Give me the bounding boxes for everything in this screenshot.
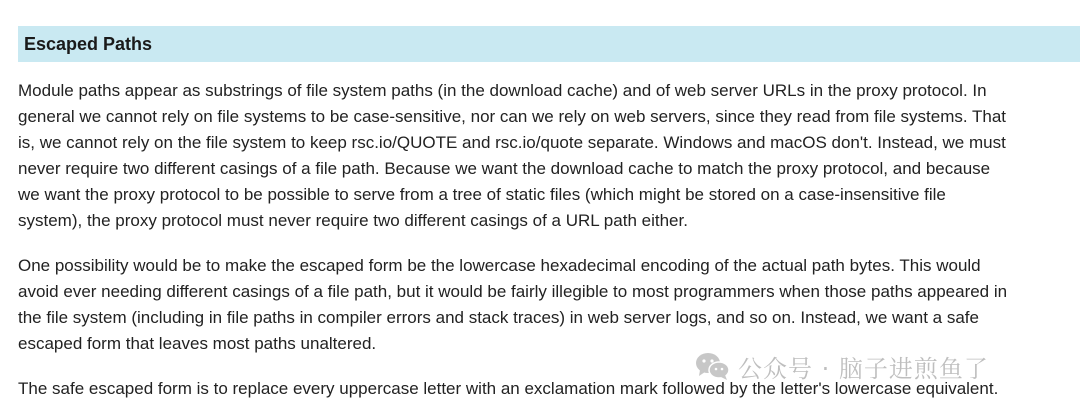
paragraph-case-sensitivity	[18, 78, 1074, 234]
paragraph-line: we want the proxy protocol to be possible to serve from a tree of static files (which might be stored on a case-insensitive file	[18, 185, 946, 204]
paragraph-line: escaped form that leaves most paths unaltered.	[18, 334, 377, 353]
paragraph-line: The safe escaped form is to replace every uppercase letter with an exclamation mark followed by the letter's lowercase equivalent.	[18, 379, 999, 398]
watermark-text: 公众号 · 脑子进煎鱼了	[738, 354, 989, 383]
paragraph-line: system), the proxy protocol must never require two different casings of a URL path either.	[18, 211, 688, 230]
paragraph-line: One possibility would be to make the escaped form be the lowercase hexadecimal encoding of the actual path bytes. This would	[18, 256, 981, 275]
paragraph-line: the file system (including in file paths in compiler errors and stack traces) in web server logs, and so on. Instead, we want a safe	[18, 308, 979, 327]
paragraph-hex-encoding	[18, 253, 1074, 357]
paragraph-line: avoid ever needing different casings of a file path, but it would be fairly illegible to most programmers when those paths appeared in	[18, 282, 1008, 301]
paragraph-line: never require two different casings of a file path. Because we want the download cache to match the proxy protocol, and because	[18, 159, 991, 178]
watermark	[694, 349, 989, 383]
section-title: Escaped Paths	[24, 34, 153, 54]
paragraph-line: is, we cannot rely on the file system to keep rsc.io/QUOTE and rsc.io/quote separate. Windows and macOS don't. Instead, we must	[18, 133, 1006, 152]
section-header	[18, 26, 1080, 62]
paragraph-line: general we cannot rely on file systems to be case-sensitive, nor can we rely on web servers, since they read from file systems. That	[18, 107, 1007, 126]
paragraph-line: Module paths appear as substrings of file system paths (in the download cache) and of web server URLs in the proxy protocol. In	[18, 81, 987, 100]
wechat-icon	[694, 351, 730, 381]
